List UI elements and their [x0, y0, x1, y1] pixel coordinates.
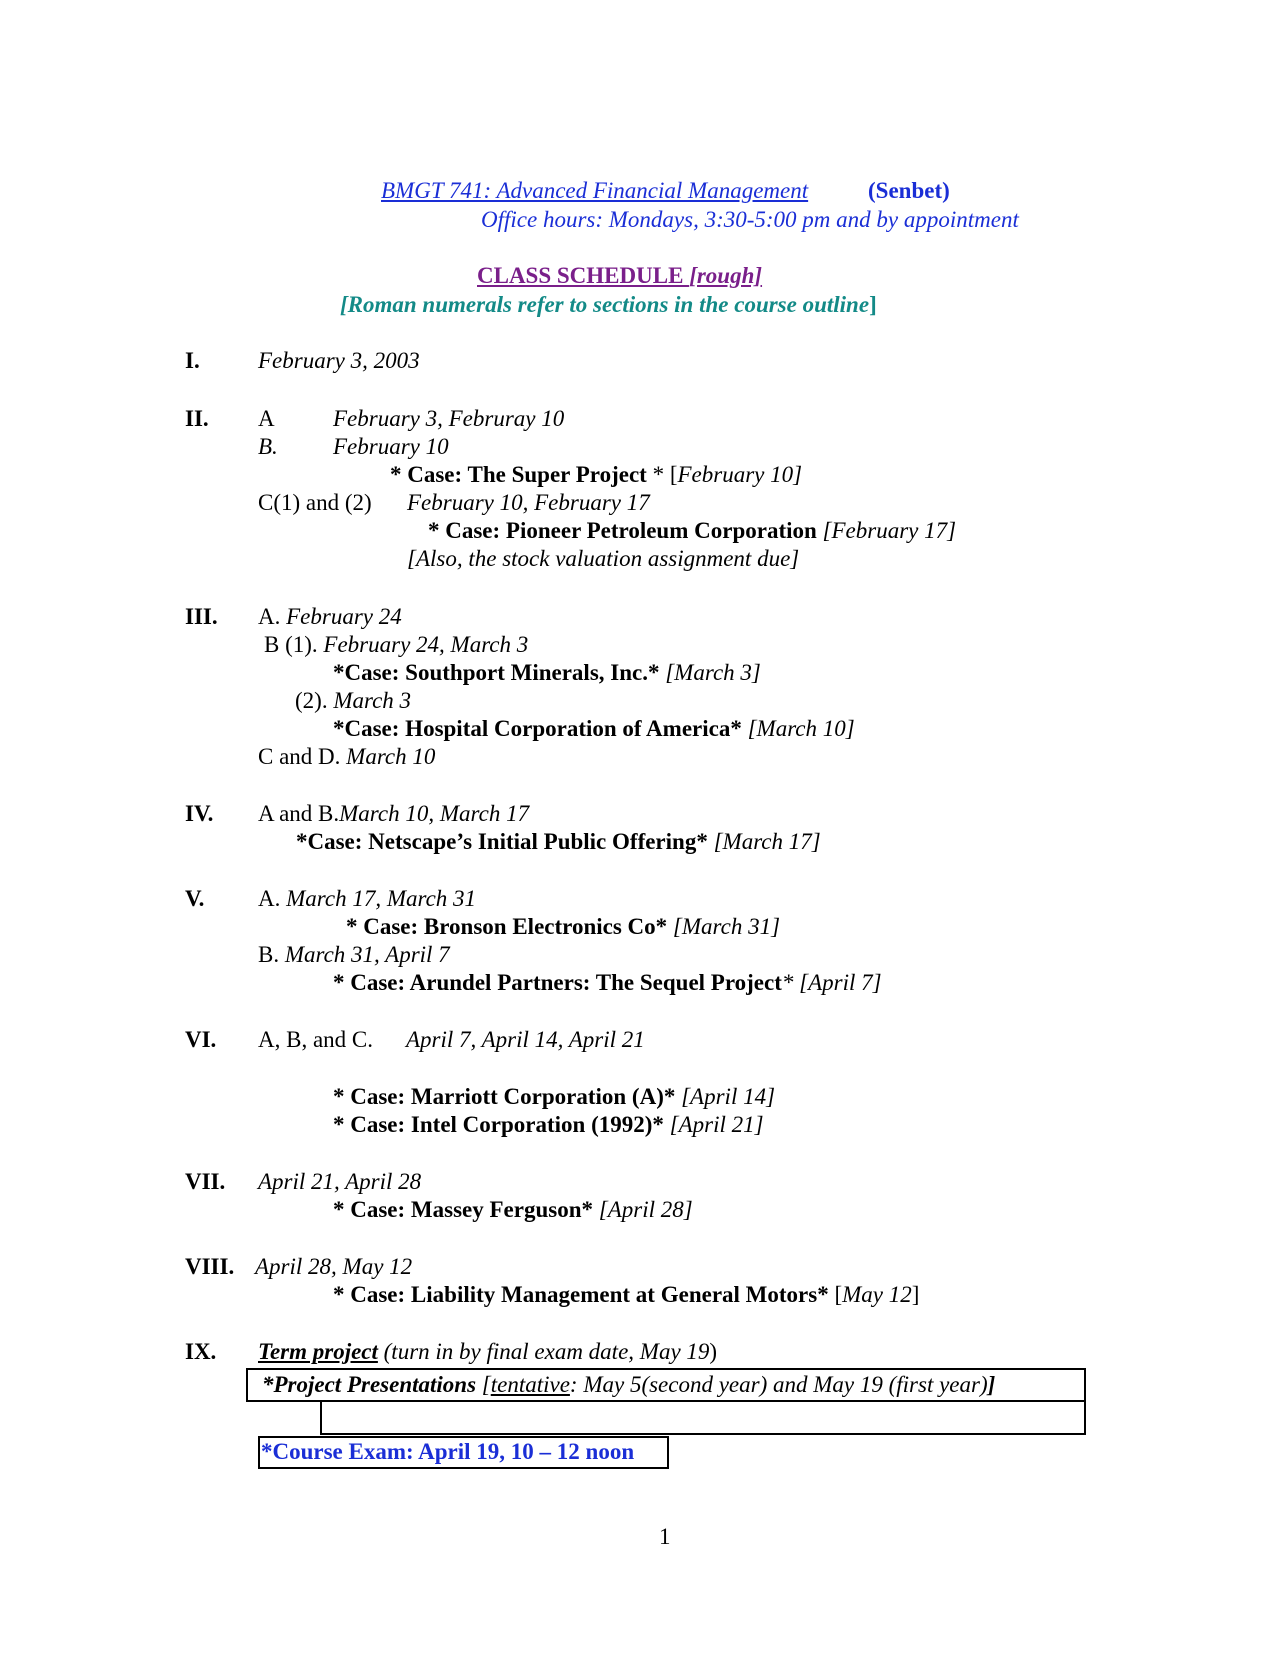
section-viii-date: April 28, May 12: [255, 1254, 413, 1279]
case-massey-date: [April 28]: [593, 1197, 693, 1222]
term-project-note: (turn in by final exam date, May 19: [377, 1339, 710, 1364]
case-super-project-title: * Case: The Super Project: [390, 462, 647, 487]
case-bronson-electronics: [346, 913, 780, 941]
section-ii-b-date: February 10: [333, 434, 449, 459]
section-numeral-ii: II.: [185, 406, 209, 431]
section-numeral-iii: III.: [185, 604, 218, 629]
case-hospital-title: *Case: Hospital Corporation of America*: [333, 716, 742, 741]
project-presentations: [262, 1371, 995, 1399]
case-hospital-corporation: [333, 715, 855, 743]
case-super-project: [390, 461, 802, 489]
project-presentations-label: *Project Presentations: [262, 1372, 477, 1397]
section-ii-c-date: February 10, February 17: [407, 490, 650, 515]
schedule-note-text: [Roman numerals refer to sections in the course outline: [340, 292, 870, 317]
section-iii-b2-date: March 3: [333, 688, 412, 713]
case-general-motors-close: ]: [911, 1282, 920, 1307]
case-intel-title: * Case: Intel Corporation (1992)*: [333, 1112, 664, 1137]
case-general-motors: [333, 1281, 919, 1309]
case-hospital-date: [March 10]: [741, 716, 855, 741]
case-marriott: [333, 1083, 775, 1111]
section-iii-b2-label: (2).: [295, 688, 328, 713]
project-presentations-note: : May 5(second year) and May 19 (first year): [569, 1372, 988, 1397]
section-v-a-label: A.: [258, 886, 281, 911]
section-vi-abc-date: April 7, April 14, April 21: [406, 1027, 645, 1052]
schedule-title-qualifier: [rough]: [689, 263, 763, 288]
case-super-project-star: * [: [646, 462, 678, 487]
section-iii-a: [258, 603, 402, 631]
case-intel: [333, 1111, 764, 1139]
case-bronson-date: [March 31]: [667, 914, 781, 939]
section-ii-a-label: A: [258, 406, 275, 431]
case-netscape-title: *Case: Netscape’s Initial Public Offering*: [296, 829, 708, 854]
section-iii-b2: [295, 687, 411, 715]
section-iii-a-label: A.: [258, 604, 281, 629]
term-project-close: ): [709, 1339, 718, 1364]
instructor-name: (Senbet): [868, 178, 950, 203]
case-general-motors-open: [: [828, 1282, 843, 1307]
case-arundel-title: * Case: Arundel Partners: The Sequel Project: [333, 970, 782, 995]
course-title[interactable]: BMGT 741: Advanced Financial Management: [381, 178, 809, 203]
case-netscape: [296, 828, 821, 856]
case-general-motors-date: May 12: [842, 1282, 912, 1307]
schedule-title-main: CLASS SCHEDULE: [477, 263, 690, 288]
case-marriott-date: [April 14]: [675, 1084, 776, 1109]
section-v-b-label: B.: [258, 942, 280, 967]
term-project-label: Term project: [258, 1339, 378, 1364]
section-iii-cd: [258, 743, 435, 771]
section-vi-abc-label: A, B, and C.: [258, 1027, 373, 1052]
section-iii-b1-date: February 24, March 3: [323, 632, 529, 657]
course-exam: *Course Exam: April 19, 10 – 12 noon: [261, 1439, 635, 1464]
project-presentations-open: [: [476, 1372, 491, 1397]
section-v-a: [258, 885, 476, 913]
section-ii-b-label: B.: [258, 434, 278, 459]
term-project: [258, 1338, 717, 1366]
presentations-empty-cell: [320, 1400, 1086, 1435]
section-numeral-v: V.: [185, 886, 205, 911]
section-v-b-date: March 31, April 7: [284, 942, 450, 967]
schedule-note-bracket: ]: [869, 292, 877, 317]
section-numeral-vii: VII.: [185, 1169, 226, 1194]
stock-valuation-note: [Also, the stock valuation assignment due]: [407, 546, 800, 571]
case-massey-title: * Case: Massey Ferguson*: [333, 1197, 593, 1222]
office-hours: Office hours: Mondays, 3:30-5:00 pm and by appointment: [481, 207, 1019, 232]
section-numeral-viii: VIII.: [185, 1254, 235, 1279]
case-intel-date: [April 21]: [663, 1112, 764, 1137]
project-presentations-close: ]: [987, 1372, 996, 1397]
section-numeral-vi: VI.: [185, 1027, 217, 1052]
case-marriott-title: * Case: Marriott Corporation (A)*: [333, 1084, 676, 1109]
project-presentations-tentative: tentative: [490, 1372, 570, 1397]
case-netscape-date: [March 17]: [707, 829, 821, 854]
case-bronson-title: * Case: Bronson Electronics Co*: [346, 914, 668, 939]
section-ii-a-date: February 3, Februray 10: [333, 406, 565, 431]
case-southport-minerals: [333, 659, 761, 687]
section-iii-b1-label: B (1).: [264, 632, 318, 657]
section-v-a-date: March 17, March 31: [286, 886, 477, 911]
case-southport-title: *Case: Southport Minerals, Inc.*: [333, 660, 660, 685]
section-iii-cd-date: March 10: [346, 744, 436, 769]
case-arundel-date: * [April 7]: [781, 970, 882, 995]
case-pioneer-date: [February 17]: [816, 518, 957, 543]
section-iii-a-date: February 24: [286, 604, 402, 629]
case-pioneer-title: * Case: Pioneer Petroleum Corporation: [428, 518, 817, 543]
section-iv-ab-date: March 10, March 17: [339, 801, 530, 826]
section-iii-b1: [264, 631, 528, 659]
case-arundel-partners: [333, 969, 882, 997]
case-pioneer-petroleum: [428, 517, 956, 545]
case-super-project-date: February 10]: [677, 462, 803, 487]
section-numeral-i: I.: [185, 348, 200, 373]
schedule-title: [477, 262, 762, 290]
section-v-b: [258, 941, 450, 969]
section-numeral-iv: IV.: [185, 801, 214, 826]
case-massey-ferguson: [333, 1196, 693, 1224]
case-southport-date: [March 3]: [659, 660, 761, 685]
section-vii-date: April 21, April 28: [258, 1169, 422, 1194]
case-general-motors-title: * Case: Liability Management at General Motors*: [333, 1282, 829, 1307]
section-iii-cd-label: C and D.: [258, 744, 341, 769]
section-iv-ab: [258, 800, 529, 828]
page-number: 1: [659, 1524, 671, 1549]
section-ii-c-label: C(1) and (2): [258, 490, 372, 515]
section-numeral-ix: IX.: [185, 1339, 217, 1364]
section-i-date: February 3, 2003: [258, 348, 420, 373]
schedule-note: [340, 291, 877, 319]
section-iv-ab-label: A and B.: [258, 801, 340, 826]
